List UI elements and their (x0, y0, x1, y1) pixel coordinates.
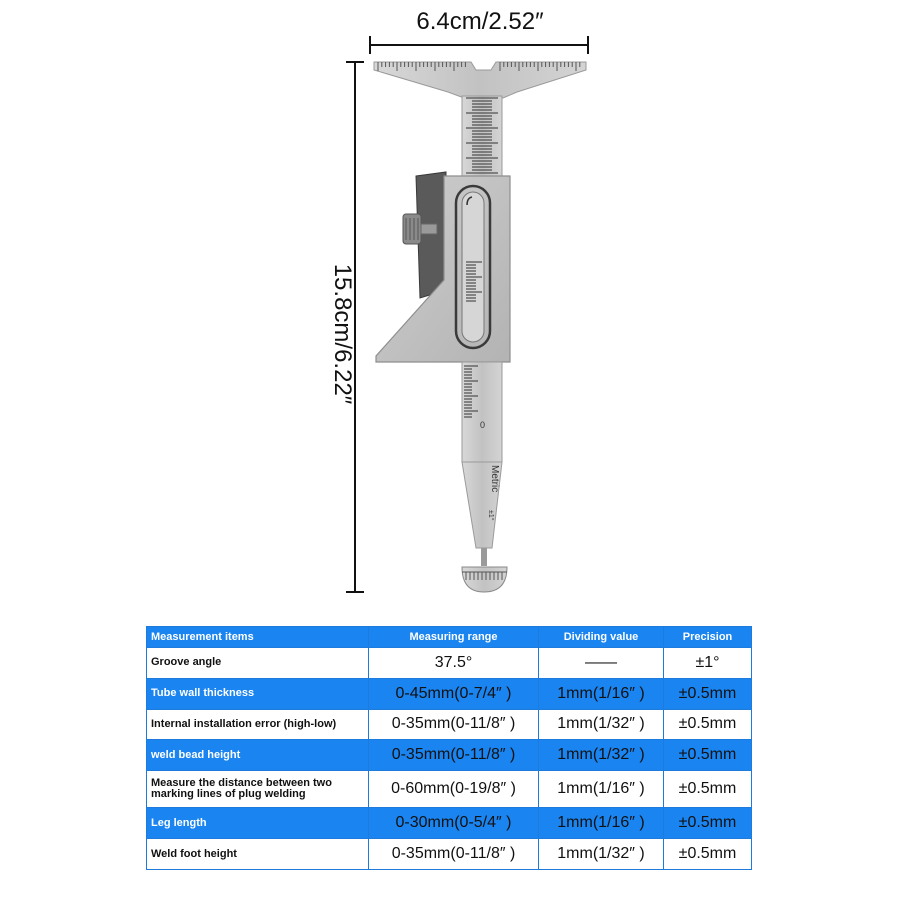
row-range: 0-45mm(0-7/4″ ) (369, 678, 539, 709)
header-measuring-range: Measuring range (369, 627, 539, 648)
upper-ruler (462, 96, 502, 176)
header-measurement-items: Measurement items (147, 627, 369, 648)
row-item: Groove angle (147, 648, 369, 679)
table-row (147, 771, 752, 808)
row-item: Internal installation error (high-low) (147, 709, 369, 740)
row-dividing: 1mm(1/32″ ) (539, 839, 664, 870)
row-dividing: 1mm(1/16″ ) (539, 678, 664, 709)
table-row (147, 839, 752, 870)
table-row (147, 678, 752, 709)
row-range: 0-35mm(0-11/8″ ) (369, 740, 539, 771)
top-t-bar (374, 62, 586, 98)
zero-engraving: 0 (480, 420, 486, 430)
table-row (147, 709, 752, 740)
row-precision: ±0.5mm (664, 740, 752, 771)
row-dividing: 1mm(1/32″ ) (539, 709, 664, 740)
row-item: weld bead height (147, 740, 369, 771)
table-header-row (147, 627, 752, 648)
small-engraving: ±1° (487, 510, 494, 521)
specification-table (146, 626, 752, 870)
tapered-tail (462, 462, 502, 566)
header-dividing-value: Dividing value (539, 627, 664, 648)
table-row (147, 740, 752, 771)
bottom-foot (462, 567, 507, 592)
row-range: 0-30mm(0-5/4″ ) (369, 808, 539, 839)
row-precision: ±0.5mm (664, 678, 752, 709)
row-range: 0-60mm(0-19/8″ ) (369, 771, 539, 808)
row-item: Tube wall thickness (147, 678, 369, 709)
row-range: 37.5° (369, 648, 539, 679)
lower-ruler (462, 362, 502, 462)
row-precision: ±0.5mm (664, 709, 752, 740)
row-dividing: 1mm(1/16″ ) (539, 808, 664, 839)
metric-engraving: Metric (489, 465, 500, 493)
table-row (147, 808, 752, 839)
row-range: 0-35mm(0-11/8″ ) (369, 709, 539, 740)
width-dimension-line (370, 36, 588, 54)
row-dividing: 1mm(1/32″ ) (539, 740, 664, 771)
row-precision: ±1° (664, 648, 752, 679)
row-dividing: 1mm(1/16″ ) (539, 771, 664, 808)
row-precision: ±0.5mm (664, 839, 752, 870)
row-precision: ±0.5mm (664, 808, 752, 839)
header-precision: Precision (664, 627, 752, 648)
row-precision: ±0.5mm (664, 771, 752, 808)
row-item: Weld foot height (147, 839, 369, 870)
row-item: Leg length (147, 808, 369, 839)
table-row (147, 648, 752, 679)
row-dividing: —— (539, 648, 664, 679)
height-dimension-label: 15.8cm/6.22″ (329, 263, 356, 405)
row-range: 0-35mm(0-11/8″ ) (369, 839, 539, 870)
height-dimension-line (346, 62, 364, 592)
row-item: Measure the distance between two marking lines of plug welding (147, 771, 369, 808)
width-dimension-label: 6.4cm/2.52″ (416, 8, 544, 35)
